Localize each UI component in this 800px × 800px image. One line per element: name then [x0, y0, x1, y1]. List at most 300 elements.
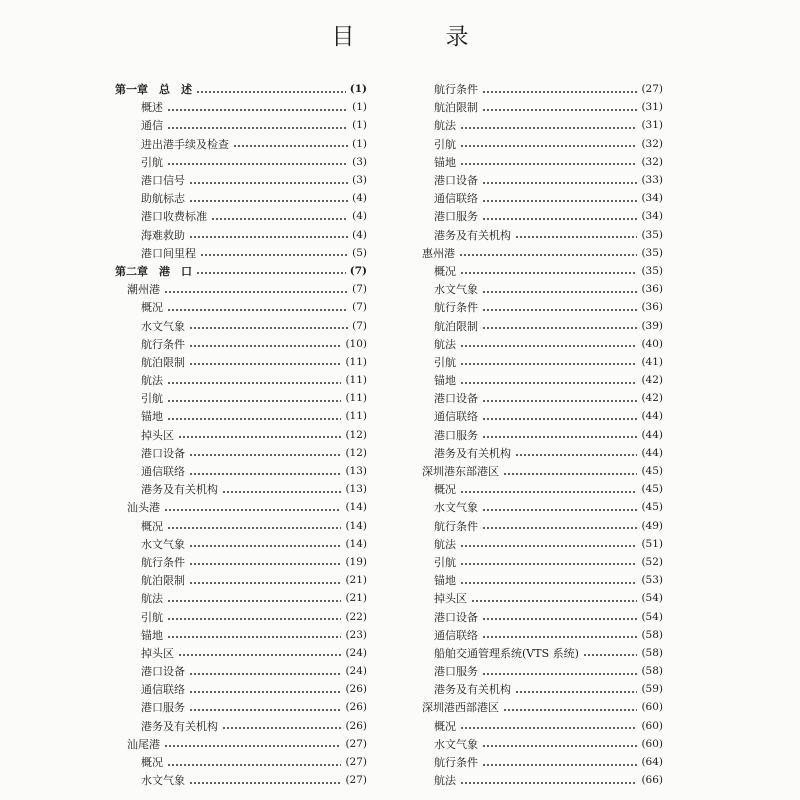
toc-port-entry[interactable]: [420, 462, 663, 480]
toc-port-entry[interactable]: [115, 280, 367, 298]
toc-page-number: (4): [352, 210, 367, 223]
toc-section-entry[interactable]: [420, 171, 663, 189]
toc-entry-label: 港口间里程: [141, 246, 196, 260]
toc-page-number: (26): [345, 683, 367, 696]
toc-page-number: (4): [352, 192, 367, 205]
toc-section-entry[interactable]: [115, 426, 367, 444]
dot-leader: [164, 745, 341, 747]
toc-entry-label: 锚地: [434, 574, 456, 588]
toc-entry-label: 水文气象: [434, 737, 478, 751]
toc-entry-label: 通信联络: [434, 192, 478, 206]
page-title: 目 录: [331, 24, 503, 50]
toc-page-number: (59): [641, 683, 663, 696]
toc-port-entry[interactable]: [115, 498, 367, 516]
dot-leader: [460, 582, 637, 584]
toc-page-number: (24): [345, 665, 367, 678]
toc-page-number: (32): [641, 155, 663, 168]
toc-section-entry[interactable]: [115, 171, 367, 189]
toc-right-column: [420, 80, 663, 789]
toc-section-entry[interactable]: [115, 116, 367, 134]
toc-section-entry[interactable]: [115, 226, 367, 244]
toc-entry-label: 航泊限制: [434, 101, 478, 115]
dot-leader: [222, 491, 341, 493]
dot-leader: [482, 764, 637, 766]
toc-entry-label: 航法: [141, 592, 163, 606]
toc-section-entry[interactable]: [420, 116, 663, 134]
dot-leader: [178, 436, 341, 438]
toc-page-number: (5): [352, 246, 367, 259]
toc-entry-label: 港口服务: [434, 210, 478, 224]
toc-entry-label: 港口设备: [141, 446, 185, 460]
toc-entry-label: 水文气象: [141, 537, 185, 551]
toc-page-number: (44): [641, 410, 663, 423]
toc-entry-label: 概况: [141, 756, 163, 770]
toc-section-entry[interactable]: [420, 771, 663, 789]
toc-page-number: (45): [641, 501, 663, 514]
toc-page-number: (40): [641, 337, 663, 350]
dot-leader: [196, 91, 346, 93]
toc-section-entry[interactable]: [420, 98, 663, 116]
toc-section-entry[interactable]: [420, 153, 663, 171]
toc-port-entry[interactable]: [420, 244, 663, 262]
toc-entry-label: 港口设备: [434, 392, 478, 406]
dot-leader: [167, 636, 341, 638]
toc-chapter-entry[interactable]: [115, 262, 367, 280]
toc-page-number: (35): [641, 264, 663, 277]
toc-entry-label: 概况: [434, 719, 456, 733]
toc-section-entry[interactable]: [115, 644, 367, 662]
toc-section-entry[interactable]: [420, 426, 663, 444]
dot-leader: [196, 272, 346, 274]
dot-leader: [471, 600, 637, 602]
toc-section-entry[interactable]: [115, 698, 367, 716]
toc-section-entry[interactable]: [115, 335, 367, 353]
dot-leader: [460, 727, 637, 729]
toc-entry-label: 助航标志: [141, 192, 185, 206]
toc-page-number: (3): [352, 155, 367, 168]
toc-section-entry[interactable]: [115, 480, 367, 498]
toc-section-entry[interactable]: [115, 662, 367, 680]
toc-entry-label: 引航: [141, 610, 163, 624]
toc-entry-label: 引航: [141, 155, 163, 169]
toc-page-number: (27): [641, 83, 663, 96]
dot-leader: [167, 127, 348, 129]
toc-entry-label: 水文气象: [141, 774, 185, 788]
dot-leader: [189, 691, 341, 693]
dot-leader: [503, 473, 637, 475]
toc-entry-label: 航泊限制: [434, 319, 478, 333]
toc-port-entry[interactable]: [115, 735, 367, 753]
dot-leader: [167, 618, 341, 620]
toc-page-number: (13): [345, 465, 367, 478]
toc-section-entry[interactable]: [420, 735, 663, 753]
toc-page-number: (41): [641, 355, 663, 368]
toc-entry-label: 掉头区: [141, 428, 174, 442]
toc-entry-label: 概况: [141, 301, 163, 315]
toc-entry-label: 通信联络: [141, 465, 185, 479]
dot-leader: [460, 163, 637, 165]
dot-leader: [482, 218, 637, 220]
dot-leader: [164, 291, 348, 293]
dot-leader: [482, 309, 637, 311]
toc-page-number: (34): [641, 192, 663, 205]
toc-section-entry[interactable]: [420, 553, 663, 571]
dot-leader: [222, 727, 341, 729]
toc-entry-label: 航行条件: [141, 555, 185, 569]
dot-leader: [482, 182, 637, 184]
toc-entry-label: 航行条件: [434, 301, 478, 315]
toc-entry-label: 水文气象: [434, 501, 478, 515]
toc-entry-label: 港口服务: [434, 665, 478, 679]
toc-entry-label: 港务及有关机构: [141, 719, 218, 733]
toc-page-number: (44): [641, 428, 663, 441]
toc-page-number: (53): [641, 574, 663, 587]
toc-section-entry[interactable]: [115, 207, 367, 225]
dot-leader: [515, 454, 637, 456]
toc-section-entry[interactable]: [420, 717, 663, 735]
toc-left-column: [115, 80, 367, 789]
dot-leader: [460, 145, 637, 147]
toc-entry-label: 航泊限制: [141, 574, 185, 588]
toc-section-entry[interactable]: [420, 389, 663, 407]
dot-leader: [189, 200, 348, 202]
toc-entry-label: 港务及有关机构: [434, 683, 511, 697]
toc-section-entry[interactable]: [420, 316, 663, 334]
toc-page-number: (3): [352, 174, 367, 187]
toc-section-entry[interactable]: [115, 607, 367, 625]
dot-leader: [460, 545, 637, 547]
dot-leader: [482, 291, 637, 293]
toc-entry-label: 航泊限制: [141, 355, 185, 369]
toc-section-entry[interactable]: [115, 244, 367, 262]
toc-section-entry[interactable]: [420, 444, 663, 462]
dot-leader: [460, 491, 637, 493]
dot-leader: [189, 236, 348, 238]
toc-page-number: (36): [641, 301, 663, 314]
dot-leader: [167, 527, 341, 529]
toc-page-number: (58): [641, 628, 663, 641]
dot-leader: [167, 109, 348, 111]
toc-page-number: (60): [641, 701, 663, 714]
toc-page-number: (14): [345, 537, 367, 550]
toc-section-entry[interactable]: [115, 626, 367, 644]
toc-entry-label: 概况: [434, 264, 456, 278]
dot-leader: [482, 109, 637, 111]
toc-page-number: (4): [352, 228, 367, 241]
dot-leader: [482, 200, 637, 202]
dot-leader: [482, 509, 637, 511]
toc-entry-label: 港务及有关机构: [434, 446, 511, 460]
dot-leader: [167, 764, 341, 766]
dot-leader: [460, 363, 637, 365]
toc-page-number: (7): [352, 301, 367, 314]
toc-entry-label: 锚地: [141, 628, 163, 642]
dot-leader: [211, 218, 348, 220]
toc-section-entry[interactable]: [115, 189, 367, 207]
toc-page-number: (34): [641, 210, 663, 223]
dot-leader: [515, 236, 637, 238]
toc-section-entry[interactable]: [115, 371, 367, 389]
toc-entry-label: 汕尾港: [127, 737, 160, 751]
toc-section-entry[interactable]: [420, 644, 663, 662]
dot-leader: [189, 545, 341, 547]
toc-entry-label: 锚地: [434, 374, 456, 388]
toc-page-number: (1): [352, 137, 367, 150]
toc-section-entry[interactable]: [420, 680, 663, 698]
toc-section-entry[interactable]: [420, 407, 663, 425]
toc-section-entry[interactable]: [115, 753, 367, 771]
toc-section-entry[interactable]: [115, 353, 367, 371]
toc-page-number: (10): [345, 337, 367, 350]
toc-entry-label: 概况: [141, 519, 163, 533]
toc-page-number: (11): [345, 355, 367, 368]
dot-leader: [482, 436, 637, 438]
toc-section-entry[interactable]: [115, 153, 367, 171]
toc-page-number: (39): [641, 319, 663, 332]
toc-entry-label: 航法: [434, 337, 456, 351]
toc-section-entry[interactable]: [420, 753, 663, 771]
toc-section-entry[interactable]: [115, 589, 367, 607]
dot-leader: [189, 345, 341, 347]
toc-section-entry[interactable]: [115, 407, 367, 425]
dot-leader: [167, 400, 341, 402]
toc-entry-label: 航行条件: [434, 83, 478, 97]
toc-page-number: (42): [641, 374, 663, 387]
toc-entry-label: 港务及有关机构: [434, 228, 511, 242]
toc-entry-label: 港口信号: [141, 174, 185, 188]
toc-entry-label: 港口设备: [434, 610, 478, 624]
dot-leader: [482, 418, 637, 420]
toc-page-number: (42): [641, 392, 663, 405]
toc-entry-label: 锚地: [141, 410, 163, 424]
toc-page-number: (31): [641, 119, 663, 132]
toc-section-entry[interactable]: [420, 371, 663, 389]
toc-page-number: (66): [641, 774, 663, 787]
toc-page-number: (12): [345, 446, 367, 459]
dot-leader: [189, 563, 341, 565]
toc-page-number: (24): [345, 646, 367, 659]
dot-leader: [189, 182, 348, 184]
toc-section-entry[interactable]: [115, 517, 367, 535]
toc-page-number: (44): [641, 446, 663, 459]
toc-page-number: (23): [345, 628, 367, 641]
toc-entry-label: 通信: [141, 119, 163, 133]
toc-entry-label: 引航: [141, 392, 163, 406]
toc-entry-label: 引航: [434, 555, 456, 569]
toc-chapter-entry[interactable]: [115, 80, 367, 98]
dot-leader: [164, 509, 341, 511]
toc-section-entry[interactable]: [420, 662, 663, 680]
toc-page-number: (31): [641, 101, 663, 114]
toc-page-number: (11): [345, 374, 367, 387]
toc-section-entry[interactable]: [115, 571, 367, 589]
toc-page-number: (7): [352, 283, 367, 296]
dot-leader: [482, 618, 637, 620]
toc-page-number: (49): [641, 519, 663, 532]
toc-section-entry[interactable]: [420, 571, 663, 589]
dot-leader: [233, 145, 348, 147]
toc-page-number: (21): [345, 574, 367, 587]
toc-entry-label: 港口设备: [434, 174, 478, 188]
toc-entry-label: 掉头区: [434, 592, 467, 606]
dot-leader: [189, 782, 341, 784]
toc-page-number: (1): [352, 101, 367, 114]
toc-section-entry[interactable]: [115, 771, 367, 789]
dot-leader: [583, 654, 638, 656]
dot-leader: [189, 582, 341, 584]
toc-section-entry[interactable]: [420, 262, 663, 280]
toc-section-entry[interactable]: [115, 98, 367, 116]
toc-section-entry[interactable]: [420, 535, 663, 553]
toc-page-number: (35): [641, 246, 663, 259]
toc-entry-label: 港口服务: [141, 701, 185, 715]
toc-entry-label: 港口收费标准: [141, 210, 207, 224]
dot-leader: [167, 163, 348, 165]
toc-page-number: (54): [641, 610, 663, 623]
toc-section-entry[interactable]: [420, 498, 663, 516]
dot-leader: [167, 309, 348, 311]
toc-port-entry[interactable]: [420, 698, 663, 716]
toc-entry-label: 通信联络: [434, 410, 478, 424]
toc-section-entry[interactable]: [115, 298, 367, 316]
dot-leader: [515, 691, 637, 693]
dot-leader: [460, 382, 637, 384]
toc-page-number: (14): [345, 519, 367, 532]
toc-section-entry[interactable]: [115, 316, 367, 334]
toc-entry-label: 深圳港东部港区: [422, 465, 499, 479]
dot-leader: [482, 673, 637, 675]
toc-page-number: (14): [345, 501, 367, 514]
toc-section-entry[interactable]: [420, 135, 663, 153]
dot-leader: [460, 345, 637, 347]
toc-entry-label: 锚地: [434, 155, 456, 169]
toc-section-entry[interactable]: [420, 589, 663, 607]
toc-page-number: (27): [345, 774, 367, 787]
dot-leader: [189, 363, 341, 365]
toc-entry-label: 水文气象: [434, 283, 478, 297]
toc-entry-label: 通信联络: [434, 628, 478, 642]
toc-section-entry[interactable]: [115, 553, 367, 571]
toc-section-entry[interactable]: [420, 280, 663, 298]
dot-leader: [189, 327, 348, 329]
toc-section-entry[interactable]: [420, 298, 663, 316]
toc-page-number: (1): [352, 119, 367, 132]
toc-page-number: (21): [345, 592, 367, 605]
dot-leader: [189, 454, 341, 456]
toc-section-entry[interactable]: [115, 135, 367, 153]
toc-entry-label: 航法: [434, 774, 456, 788]
toc-page-number: (19): [345, 555, 367, 568]
toc-page-number: (32): [641, 137, 663, 150]
toc-entry-label: 港口服务: [434, 428, 478, 442]
toc-entry-label: 汕头港: [127, 501, 160, 515]
dot-leader: [460, 782, 637, 784]
toc-section-entry[interactable]: [115, 680, 367, 698]
dot-leader: [460, 127, 637, 129]
toc-section-entry[interactable]: [420, 189, 663, 207]
toc-entry-label: 掉头区: [141, 646, 174, 660]
toc-page-number: (11): [345, 392, 367, 405]
toc-page-number: (27): [345, 756, 367, 769]
toc-page-number: (54): [641, 592, 663, 605]
toc-page-number: (64): [641, 756, 663, 769]
toc-page-number: (26): [345, 701, 367, 714]
toc-section-entry[interactable]: [420, 335, 663, 353]
toc-entry-label: 航行条件: [141, 337, 185, 351]
toc-section-entry[interactable]: [420, 517, 663, 535]
dot-leader: [503, 709, 637, 711]
dot-leader: [200, 254, 348, 256]
toc-page-number: (22): [345, 610, 367, 623]
toc-page-number: (35): [641, 228, 663, 241]
toc-entry-label: 水文气象: [141, 319, 185, 333]
toc-section-entry[interactable]: [420, 207, 663, 225]
dot-leader: [482, 745, 637, 747]
toc-entry-label: 第二章 港 口: [115, 264, 192, 278]
toc-entry-label: 第一章 总 述: [115, 83, 192, 97]
dot-leader: [189, 473, 341, 475]
dot-leader: [167, 382, 341, 384]
toc-section-entry[interactable]: [420, 353, 663, 371]
toc-page-number: (45): [641, 483, 663, 496]
toc-page-number: (58): [641, 646, 663, 659]
toc-section-entry[interactable]: [115, 444, 367, 462]
toc-entry-label: 航行条件: [434, 519, 478, 533]
toc-entry-label: 海难救助: [141, 228, 185, 242]
toc-entry-label: 航法: [141, 374, 163, 388]
dot-leader: [482, 527, 637, 529]
toc-section-entry[interactable]: [115, 389, 367, 407]
toc-section-entry[interactable]: [115, 535, 367, 553]
toc-entry-label: 潮州港: [127, 283, 160, 297]
toc-section-entry[interactable]: [420, 607, 663, 625]
toc-page-number: (58): [641, 665, 663, 678]
toc-section-entry[interactable]: [420, 480, 663, 498]
toc-entry-label: 引航: [434, 137, 456, 151]
toc-entry-label: 深圳港西部港区: [422, 701, 499, 715]
dot-leader: [459, 254, 637, 256]
dot-leader: [482, 636, 637, 638]
toc-entry-label: 引航: [434, 355, 456, 369]
toc-section-entry[interactable]: [115, 462, 367, 480]
toc-page-number: (7): [352, 319, 367, 332]
toc-section-entry[interactable]: [420, 80, 663, 98]
toc-section-entry[interactable]: [420, 226, 663, 244]
dot-leader: [178, 654, 341, 656]
toc-section-entry[interactable]: [420, 626, 663, 644]
dot-leader: [482, 327, 637, 329]
toc-page-number: (1): [349, 83, 367, 96]
toc-entry-label: 港务及有关机构: [141, 483, 218, 497]
toc-page-number: (12): [345, 428, 367, 441]
dot-leader: [167, 600, 341, 602]
toc-entry-label: 概况: [434, 483, 456, 497]
dot-leader: [189, 709, 341, 711]
toc-page-number: (45): [641, 465, 663, 478]
toc-entry-label: 航法: [434, 119, 456, 133]
toc-entry-label: 进出港手续及检查: [141, 137, 229, 151]
toc-entry-label: 通信联络: [141, 683, 185, 697]
toc-page-number: (36): [641, 283, 663, 296]
toc-entry-label: 航法: [434, 537, 456, 551]
toc-page-number: (13): [345, 483, 367, 496]
dot-leader: [482, 400, 637, 402]
toc-section-entry[interactable]: [115, 717, 367, 735]
dot-leader: [460, 563, 637, 565]
toc-page-number: (60): [641, 719, 663, 732]
toc-entry-label: 港口设备: [141, 665, 185, 679]
toc-page-number: (27): [345, 737, 367, 750]
